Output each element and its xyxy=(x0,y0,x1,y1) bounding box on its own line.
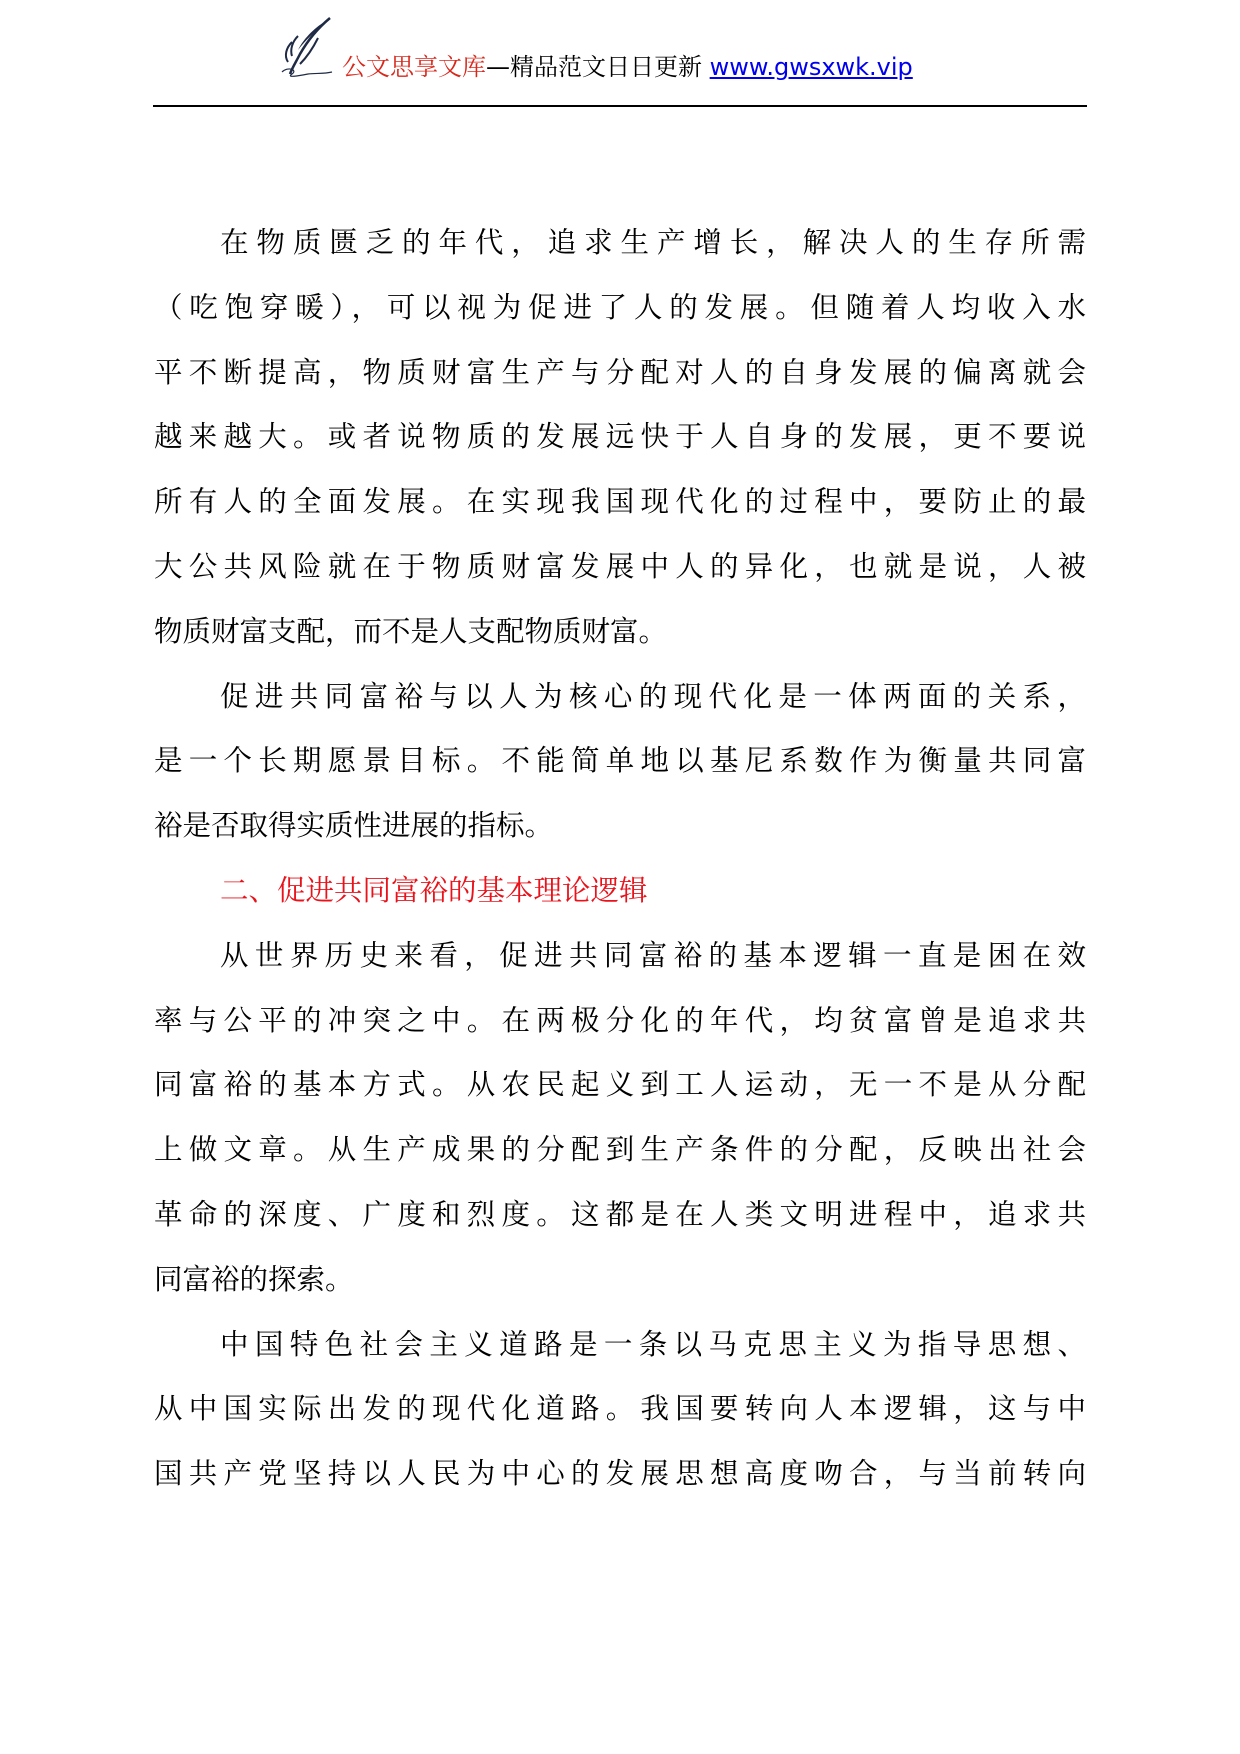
document-body xyxy=(154,211,1086,1507)
quill-logo-icon xyxy=(278,16,338,78)
text-line: 革命的深度、广度和烈度。这都是在人类文明进程中，追求共 xyxy=(154,1197,1086,1231)
header-text xyxy=(342,50,913,84)
text-line: 上做文章。从生产成果的分配到生产条件的分配，反映出社会 xyxy=(154,1133,1086,1167)
section-heading: 二、促进共同富裕的基本理论逻辑 xyxy=(220,873,648,907)
text-line: 率与公平的冲突之中。在两极分化的年代，均贫富曾是追求共 xyxy=(154,1003,1086,1037)
text-line: 在物质匮乏的年代，追求生产增长，解决人的生存所需 xyxy=(220,226,1086,259)
text-line: 从世界历史来看，促进共同富裕的基本逻辑一直是困在效 xyxy=(220,938,1086,972)
header-tagline: —精品范文日日更新 xyxy=(486,53,710,81)
header-divider xyxy=(153,105,1087,107)
text-line: 裕是否取得实质性进展的指标。 xyxy=(154,809,554,843)
text-line: 越来越大。或者说物质的发展远快于人自身的发展，更不要说 xyxy=(154,420,1086,454)
text-line: 所有人的全面发展。在实现我国现代化的过程中，要防止的最 xyxy=(154,485,1086,519)
page-header xyxy=(0,0,1240,106)
brand-name: 公文思享文库 xyxy=(342,53,486,81)
site-link[interactable]: www.gwsxwk.vip xyxy=(709,53,913,81)
text-line: 从中国实际出发的现代化道路。我国要转向人本逻辑，这与中 xyxy=(154,1392,1086,1426)
text-line: 平不断提高，物质财富生产与分配对人的自身发展的偏离就会 xyxy=(154,355,1086,389)
text-line: （吃饱穿暖），可以视为促进了人的发展。但随着人均收入水 xyxy=(154,290,1086,324)
text-line: 同富裕的基本方式。从农民起义到工人运动，无一不是从分配 xyxy=(154,1068,1086,1102)
text-line: 物质财富支配，而不是人支配物质财富。 xyxy=(154,614,668,648)
text-line: 促进共同富裕与以人为核心的现代化是一体两面的关系， xyxy=(220,679,1086,713)
text-line: 同富裕的探索。 xyxy=(154,1262,354,1296)
text-line: 是一个长期愿景目标。不能简单地以基尼系数作为衡量共同富 xyxy=(154,744,1086,778)
text-line: 国共产党坚持以人民为中心的发展思想高度吻合，与当前转向 xyxy=(154,1457,1086,1491)
text-line: 中国特色社会主义道路是一条以马克思主义为指导思想、 xyxy=(220,1327,1086,1361)
text-line: 大公共风险就在于物质财富发展中人的异化，也就是说，人被 xyxy=(154,549,1086,583)
